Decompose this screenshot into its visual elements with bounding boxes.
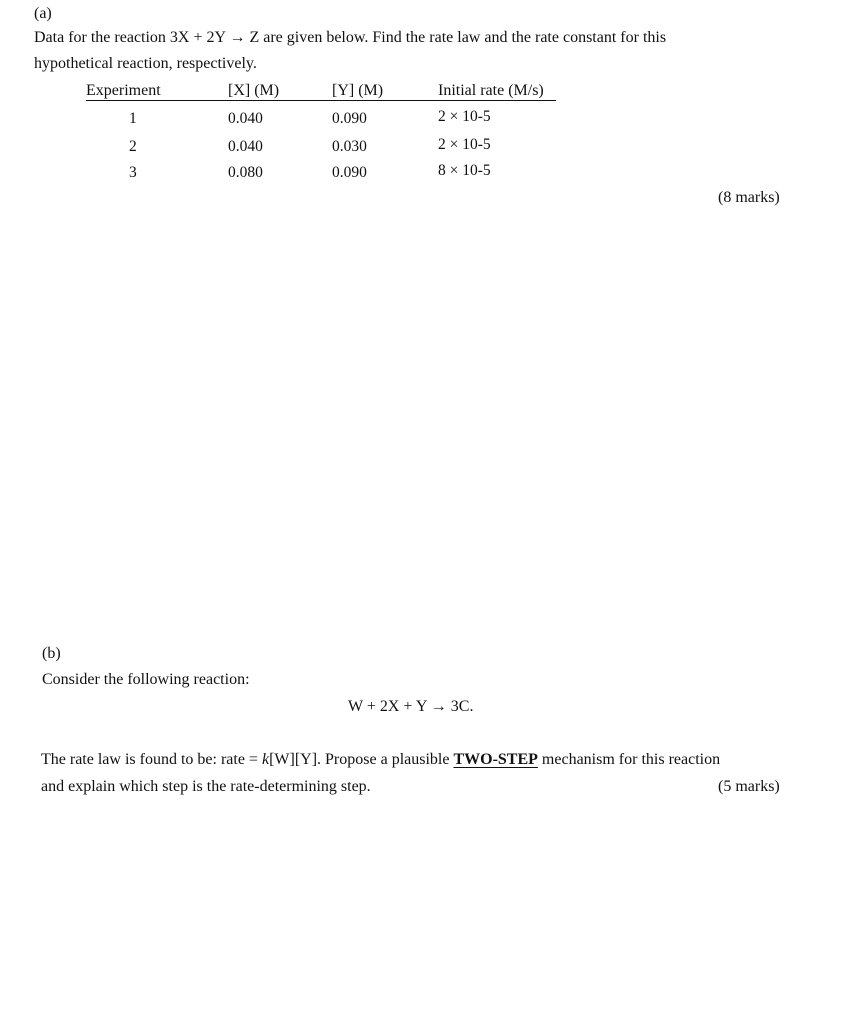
- part-b-text-line1: [41, 751, 720, 769]
- table-row-3-y: 0.090: [332, 164, 367, 181]
- mechanism-text: mechanism for this reaction: [537, 751, 721, 768]
- rate-constant-k: k: [261, 751, 270, 768]
- table-row-2-y: 0.030: [332, 138, 367, 155]
- part-a-question-line2: hypothetical reaction, respectively.: [34, 55, 257, 72]
- reaction-equation: W + 2X + Y → 3C.: [348, 698, 474, 715]
- table-row-1-x: 0.040: [228, 110, 263, 127]
- header-y-concentration: [Y] (M): [332, 82, 384, 99]
- part-a-marks: (8 marks): [718, 189, 780, 206]
- table-row-3-experiment: 3: [129, 164, 137, 181]
- table-row-1-y: 0.090: [332, 110, 367, 127]
- part-b-text-line2: and explain which step is the rate-determining step.: [41, 778, 371, 795]
- table-row-2-rate: 2 × 10-5: [438, 136, 491, 153]
- table-row-1-rate: 2 × 10-5: [438, 108, 491, 125]
- table-row-3-rate: 8 × 10-5: [438, 162, 491, 179]
- part-b-marks: (5 marks): [718, 778, 780, 795]
- table-row-3-x: 0.080: [228, 164, 263, 181]
- table-row-2-experiment: 2: [129, 138, 137, 155]
- part-b-intro: Consider the following reaction:: [42, 671, 250, 688]
- header-experiment: Experiment: [86, 82, 161, 99]
- part-b-label: (b): [42, 645, 61, 662]
- header-x-concentration: [X] (M): [228, 82, 280, 99]
- part-a-label: (a): [34, 5, 52, 22]
- two-step-emphasis: TWO-STEP: [453, 751, 538, 768]
- rate-law-remainder: [W][Y]. Propose a plausible: [269, 751, 454, 768]
- table-row-2-x: 0.040: [228, 138, 263, 155]
- rate-law-intro: The rate law is found to be: rate =: [41, 751, 262, 768]
- header-initial-rate: Initial rate (M/s): [438, 82, 544, 99]
- part-a-question-line1: Data for the reaction 3X + 2Y → Z are given below. Find the rate law and the rate constant for this: [34, 29, 667, 46]
- table-header-rule: [86, 100, 556, 101]
- table-row-1-experiment: 1: [129, 110, 137, 127]
